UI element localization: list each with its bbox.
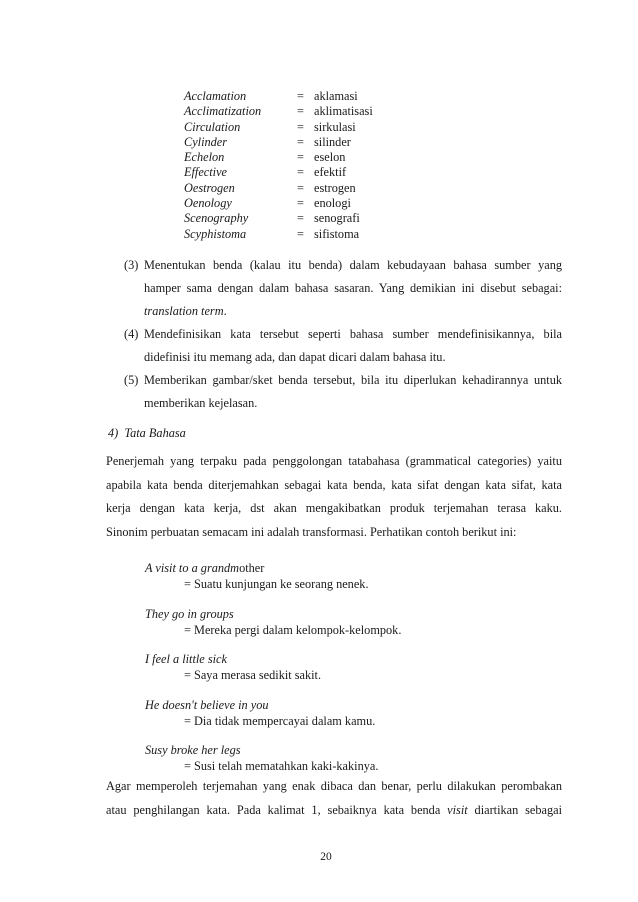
item-line [144,300,562,323]
glossary-term: Circulation [184,119,241,134]
glossary-translation: silinder [314,134,351,149]
glossary-translation: eselon [314,150,346,165]
item-text [144,254,562,323]
example-translation: = Dia tidak mempercayai dalam kamu. [184,713,376,728]
glossary-equals: = [297,150,304,165]
paragraph [106,450,562,544]
page-number: 20 [320,851,332,863]
glossary-term: Scyphistoma [184,226,247,241]
item-text [144,369,562,415]
glossary-row [184,89,484,104]
glossary-translation: aklamasi [314,89,358,103]
paragraph-line: Penerjemah yang terpaku pada penggolongan tatabahasa (grammatical categories) yaitu [106,454,562,468]
glossary-equals: = [297,119,304,134]
glossary-equals: = [297,134,304,149]
item-line: Memberikan gambar/sket benda tersebut, bila itu diperlukan kehadirannya untuk [144,373,562,387]
glossary-translation: senografi [314,211,360,226]
glossary-row [184,104,484,119]
glossary-term: Echelon [184,150,225,165]
example [145,697,545,743]
example-source-italic: They go in groups [145,606,234,621]
paragraph-line: Agar memperoleh terjemahan yang enak dibaca dan benar, perlu dilakukan perombakan [106,779,562,793]
examples-list [145,560,545,788]
paragraph-text: diartikan sebagai [467,802,562,817]
glossary-equals: = [297,104,304,119]
section-number: 4) [108,426,119,440]
example-source-upright: other [239,561,265,575]
example [145,606,545,652]
example-source [145,697,545,713]
example-source [145,560,545,576]
paragraph-line: Sinonim perbuatan semacam ini adalah transformasi. Perhatikan contoh berikut ini: [106,524,517,539]
item-line: memberikan kejelasan. [144,396,258,410]
example-translation: = Susi telah mematahkan kaki-kakinya. [184,759,379,773]
paragraph-italic-word: visit [447,802,468,817]
glossary-equals: = [297,165,304,180]
example [145,651,545,697]
glossary-equals: = [297,180,304,195]
glossary-row [184,135,484,150]
glossary-row [184,211,484,226]
example-source [145,651,545,667]
list-item [124,369,562,415]
glossary-equals: = [297,89,304,103]
paragraph [106,775,562,822]
item-number: (3) [124,258,139,272]
example-source-italic: I feel a little sick [145,652,227,666]
list-item [124,254,562,323]
glossary-equals: = [297,226,304,241]
paragraph-line: apabila kata benda diterjemahkan sebagai kata benda, kata sifat dengan kata sifat, kata [106,477,562,492]
glossary-row [184,165,484,180]
glossary-translation: estrogen [314,180,356,195]
paragraph-line: kerja dengan kata kerja, dst akan mengakibatkan produk terjemahan terasa kaku. [106,501,562,516]
glossary-row [184,120,484,135]
example-translation: = Mereka pergi dalam kelompok-kelompok. [184,622,402,637]
list-item [124,323,562,369]
glossary-term: Oestrogen [184,180,235,195]
glossary-term: Scenography [184,211,249,226]
example-translation: = Saya merasa sedikit sakit. [184,668,322,682]
item-line-end: . [223,304,227,318]
paragraph-line [106,799,562,823]
item-number: (4) [124,327,139,341]
glossary-row [184,181,484,196]
item-line: Menentukan benda (kalau itu benda) dalam kebudayaan bahasa sumber yang [144,258,562,272]
item-italic-term: translation term [144,304,224,318]
glossary-equals: = [297,196,304,211]
numbered-list [124,254,562,415]
item-line: didefinisi itu memang ada, dan dapat dicari dalam bahasa itu. [144,350,446,364]
glossary-translation: enologi [314,196,351,211]
glossary-term: Cylinder [184,134,228,149]
glossary-term: Oenology [184,196,232,211]
glossary-translation: sifistoma [314,226,360,241]
item-line: Mendefinisikan kata tersebut seperti bahasa sumber mendefinisikannya, bila [144,327,562,341]
example-source [145,606,545,622]
glossary-translation: efektif [314,165,347,180]
section-title: Tata Bahasa [124,426,186,440]
item-text [144,323,562,369]
example-source-italic: Susy broke her legs [145,743,241,757]
glossary-translation: aklimatisasi [314,104,373,119]
glossary-row [184,196,484,211]
item-number: (5) [124,373,139,387]
paragraph-text: atau penghilangan kata. Pada kalimat 1, sebaiknya kata benda [106,802,448,817]
section-heading [108,425,186,441]
glossary-row [184,150,484,165]
glossary-term: Acclamation [184,89,247,103]
item-line: hamper sama dengan dalam bahasa sasaran. Yang demikian ini disebut sebagai: [144,281,562,295]
example-source-italic: He doesn't believe in you [145,697,269,712]
glossary-list [184,89,484,242]
glossary-translation: sirkulasi [314,119,356,134]
glossary-row [184,227,484,242]
glossary-term: Effective [184,165,228,180]
example [145,560,545,606]
glossary-term: Acclimatization [184,104,262,119]
example-source-italic: A visit to a grandm [145,561,240,575]
example-source [145,742,545,758]
glossary-equals: = [297,211,304,226]
example-translation: = Suatu kunjungan ke seorang nenek. [184,577,369,591]
